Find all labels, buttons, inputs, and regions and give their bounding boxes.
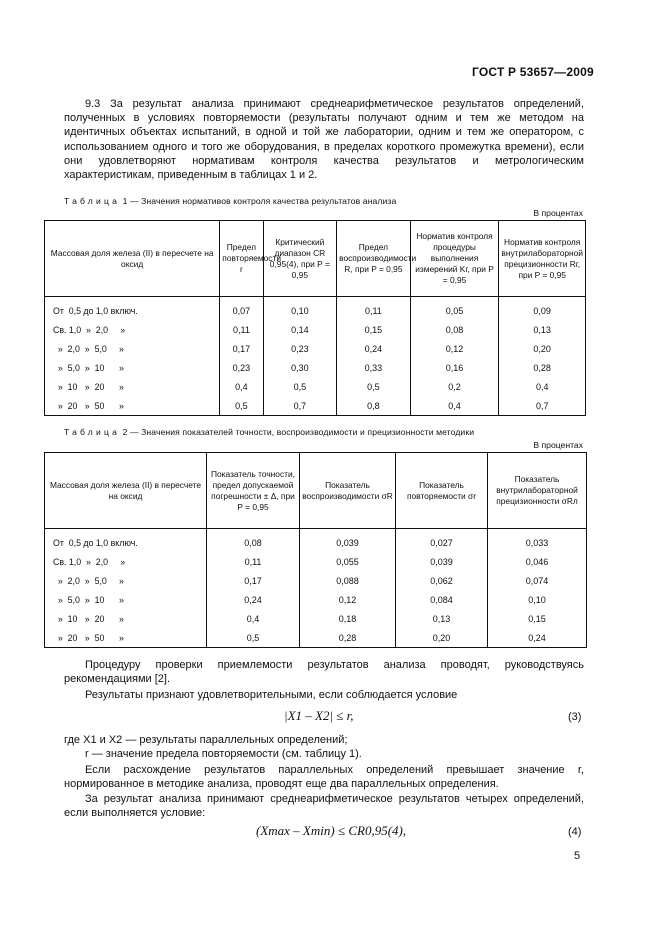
table-cell-value: 0,7 xyxy=(263,396,337,416)
table-row xyxy=(45,320,586,339)
table-cell-value: 0,5 xyxy=(263,377,337,396)
table-cell-value: 0,5 xyxy=(337,377,411,396)
table2-header-intralab-precision: Показатель внутрилабораторной прецизионности σRл xyxy=(488,453,587,529)
table-row-range: » 5,0 » 10 » xyxy=(45,590,207,609)
table1-unit: В процентах xyxy=(533,208,583,218)
table-cell-value: 0,10 xyxy=(263,297,337,321)
table-cell-value: 0,28 xyxy=(499,358,586,377)
table-cell-value: 0,5 xyxy=(220,396,263,416)
table-row xyxy=(45,590,587,609)
table1-header-repeatability-limit: Предел повторяемости r xyxy=(220,221,263,297)
table-cell-value: 0,18 xyxy=(300,609,396,628)
table-cell-value: 0,15 xyxy=(337,320,411,339)
table-cell-value: 0,24 xyxy=(207,590,300,609)
table-cell-value: 0,4 xyxy=(499,377,586,396)
table-row-range: » 20 » 50 » xyxy=(45,396,220,416)
table-row-range: Св. 1,0 » 2,0 » xyxy=(45,320,220,339)
table-row-range: » 5,0 » 10 » xyxy=(45,358,220,377)
table-cell-value: 0,08 xyxy=(410,320,499,339)
table-cell-value: 0,4 xyxy=(410,396,499,416)
table1-header-reproducibility-limit: Предел воспроизводимости R, при P = 0,95 xyxy=(337,221,411,297)
table-cell-value: 0,28 xyxy=(300,628,396,648)
paragraph-procedure: Процедуру проверки приемлемости результатов анализа проводят, руководствуясь рекомендациями [2]. xyxy=(64,659,584,686)
table-cell-value: 0,12 xyxy=(410,339,499,358)
table-cell-value: 0,039 xyxy=(396,552,488,571)
table-cell-value: 0,027 xyxy=(396,529,488,553)
table-row-range: » 10 » 20 » xyxy=(45,609,207,628)
table-cell-value: 0,10 xyxy=(488,590,587,609)
table-cell-value: 0,062 xyxy=(396,571,488,590)
table-row-range: Св. 1,0 » 2,0 » xyxy=(45,552,207,571)
where-r-line: r — значение предела повторяемости (см. таблицу 1). xyxy=(85,748,362,760)
table-cell-value: 0,8 xyxy=(337,396,411,416)
page-number: 5 xyxy=(574,850,581,862)
table2-header-repeatability: Показатель повторяемости σr xyxy=(396,453,488,529)
table-cell-value: 0,11 xyxy=(337,297,411,321)
formula-4-number: (4) xyxy=(568,826,582,838)
table2-header-fraction: Массовая доля железа (II) в пересчете на оксид xyxy=(45,453,207,529)
table1-caption: Таблица 1 — Значения нормативов контроля качества результатов анализа xyxy=(64,196,397,206)
table1-header-critical-range: Критический диапазон CR 0,95(4), при P = 0,95 xyxy=(263,221,337,297)
table1-header-control-norm: Норматив контроля процедуры выполнения измерений Kг, при P = 0,95 xyxy=(410,221,499,297)
table-row-range: » 2,0 » 5,0 » xyxy=(45,339,220,358)
table2 xyxy=(44,452,587,648)
table-row xyxy=(45,339,586,358)
table-cell-value: 0,074 xyxy=(488,571,587,590)
paragraph-9-3: 9.3 За результат анализа принимают среднеарифметическое результатов определений, полученных в условиях повторяемости (результаты получают одним и тем же методом на идентичных объектах испытаний, в одной и той же лаборатории, одним и тем же оператором, с использованием одного и того же оборудования, в пределах короткого промежутка времени), если они удовлетворяют нормативам контроля качества результатов и метрологическим характеристикам, приведенным в таблицах 1 и 2. xyxy=(64,98,584,182)
table-cell-value: 0,17 xyxy=(207,571,300,590)
table-cell-value: 0,046 xyxy=(488,552,587,571)
table2-caption: Таблица 2 — Значения показателей точности, воспроизводимости и прецизионности методики xyxy=(64,427,475,437)
table2-header-reproducibility: Показатель воспроизводимости σR xyxy=(300,453,396,529)
table-row-range: » 10 » 20 » xyxy=(45,377,220,396)
table2-header-accuracy: Показатель точности, предел допускаемой погрешности ± Δ, при P = 0,95 xyxy=(207,453,300,529)
table-cell-value: 0,07 xyxy=(220,297,263,321)
table-cell-value: 0,2 xyxy=(410,377,499,396)
table-cell-value: 0,20 xyxy=(499,339,586,358)
table1 xyxy=(44,220,586,416)
table-cell-value: 0,5 xyxy=(207,628,300,648)
table-row-range: От 0,5 до 1,0 включ. xyxy=(45,529,207,553)
table-cell-value: 0,4 xyxy=(207,609,300,628)
table-cell-value: 0,039 xyxy=(300,529,396,553)
table1-header-precision-norm: Норматив контроля внутрилабораторной прецизионности Rг, при P = 0,95 xyxy=(499,221,586,297)
formula-3: |X1 – X2| ≤ r, xyxy=(284,708,354,723)
document-header: ГОСТ Р 53657—2009 xyxy=(472,65,594,79)
table-cell-value: 0,088 xyxy=(300,571,396,590)
table-cell-value: 0,033 xyxy=(488,529,587,553)
table-cell-value: 0,33 xyxy=(337,358,411,377)
table-row-range: От 0,5 до 1,0 включ. xyxy=(45,297,220,321)
table-row xyxy=(45,529,587,553)
table2-unit: В процентах xyxy=(533,440,583,450)
table-row xyxy=(45,377,586,396)
table-cell-value: 0,14 xyxy=(263,320,337,339)
formula-3-number: (3) xyxy=(568,711,582,723)
table-cell-value: 0,11 xyxy=(220,320,263,339)
table-cell-value: 0,08 xyxy=(207,529,300,553)
table-cell-value: 0,17 xyxy=(220,339,263,358)
table-cell-value: 0,23 xyxy=(220,358,263,377)
table-row xyxy=(45,552,587,571)
formula-4: (Xmax – Xmin) ≤ CR0,95(4), xyxy=(256,823,407,838)
table-row xyxy=(45,358,586,377)
where-line: где X1 и X2 — результаты параллельных определений; xyxy=(64,734,348,746)
table-row xyxy=(45,297,586,321)
table-row xyxy=(45,571,587,590)
table-cell-value: 0,05 xyxy=(410,297,499,321)
table-row xyxy=(45,609,587,628)
table-cell-value: 0,20 xyxy=(396,628,488,648)
paragraph-divergence: Если расхождение результатов параллельных определений превышает значение r, нормированное в методике анализа, проводят еще два параллельных определения. xyxy=(64,764,584,791)
paragraph-results: Результаты признают удовлетворительными, если соблюдается условие xyxy=(85,689,458,701)
table-cell-value: 0,055 xyxy=(300,552,396,571)
table1-header-fraction: Массовая доля железа (II) в пересчете на оксид xyxy=(45,221,220,297)
table-row-range: » 20 » 50 » xyxy=(45,628,207,648)
table-cell-value: 0,16 xyxy=(410,358,499,377)
table-row xyxy=(45,628,587,648)
table-cell-value: 0,15 xyxy=(488,609,587,628)
paragraph-four-determinations: За результат анализа принимают среднеарифметическое результатов четырех определений, если выполняется условие: xyxy=(64,793,584,820)
table-cell-value: 0,084 xyxy=(396,590,488,609)
table-cell-value: 0,23 xyxy=(263,339,337,358)
table-cell-value: 0,24 xyxy=(337,339,411,358)
table-cell-value: 0,30 xyxy=(263,358,337,377)
table-cell-value: 0,13 xyxy=(499,320,586,339)
table-cell-value: 0,24 xyxy=(488,628,587,648)
table-cell-value: 0,09 xyxy=(499,297,586,321)
table-cell-value: 0,13 xyxy=(396,609,488,628)
table-cell-value: 0,4 xyxy=(220,377,263,396)
table-cell-value: 0,12 xyxy=(300,590,396,609)
table-row xyxy=(45,396,586,416)
table-cell-value: 0,11 xyxy=(207,552,300,571)
table-row-range: » 2,0 » 5,0 » xyxy=(45,571,207,590)
table-cell-value: 0,7 xyxy=(499,396,586,416)
